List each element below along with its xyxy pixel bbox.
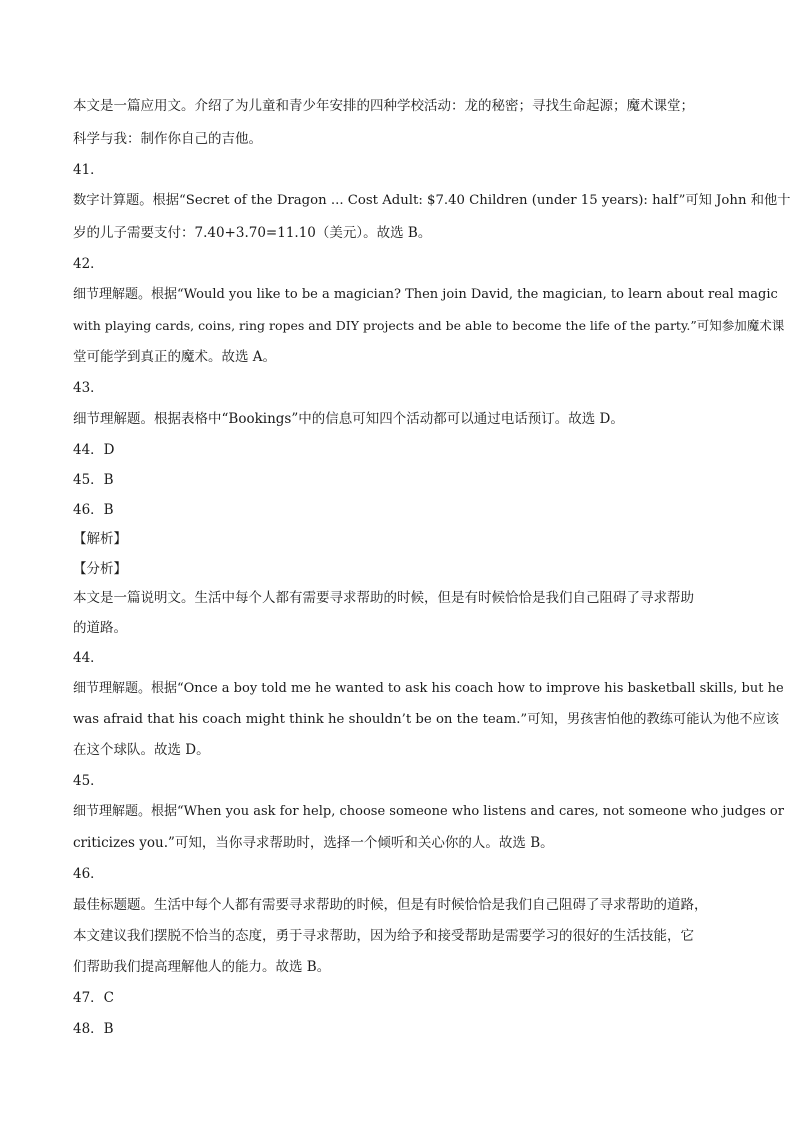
explanation-41-line-1: 数字计算题。根据“Secret of the Dragon ... Cost Adult: $7.40 Children (under 15 years): half”可知 John 和他十 — [73, 193, 791, 208]
answer-48: 48．B — [73, 1021, 114, 1037]
summary-line-1: 本文是一篇应用文。介绍了为儿童和青少年安排的四种学校活动：龙的秘密；寻找生命起源；魔术课堂； — [73, 98, 694, 114]
question-number-44: 44． — [73, 650, 104, 666]
section-heading-fenxi: 【分析】 — [73, 561, 127, 577]
explanation-46-line-2: 本文建议我们摆脱不恰当的态度，勇于寻求帮助，因为给予和接受帮助是需要学习的很好的生活技能，它 — [73, 928, 694, 944]
summary-2-line-2: 的道路。 — [73, 620, 127, 636]
explanation-42-line-2: with playing cards, coins, ring ropes and DIY projects and be able to become the life of the party.”可知参加魔术课 — [73, 318, 785, 333]
answer-44: 44．D — [73, 442, 115, 458]
explanation-44-line-3: 在这个球队。故选 D。 — [73, 742, 210, 758]
answer-45: 45．B — [73, 472, 114, 488]
question-number-43: 43． — [73, 380, 104, 396]
explanation-45-line-1: 细节理解题。根据“When you ask for help, choose someone who listens and cares, not someone who judges or — [73, 804, 784, 819]
question-number-42: 42． — [73, 256, 104, 272]
question-number-46: 46． — [73, 866, 104, 882]
question-number-41: 41． — [73, 162, 104, 178]
summary-2-line-1: 本文是一篇说明文。生活中每个人都有需要寻求帮助的时候，但是有时候恰恰是我们自己阻碍了寻求帮助 — [73, 590, 694, 606]
explanation-41-line-2: 岁的儿子需要支付：7.40+3.70=11.10（美元）。故选 B。 — [73, 225, 432, 241]
summary-line-2: 科学与我：制作你自己的吉他。 — [73, 131, 262, 147]
explanation-45-line-2: criticizes you.”可知，当你寻求帮助时，选择一个倾听和关心你的人。故选 B。 — [73, 835, 554, 851]
explanation-46-line-1: 最佳标题题。生活中每个人都有需要寻求帮助的时候，但是有时候恰恰是我们自己阻碍了寻求帮助的道路， — [73, 897, 708, 913]
explanation-44-line-2: was afraid that his coach might think he shouldn’t be on the team.”可知，男孩害怕他的教练可能认为他不应该 — [73, 712, 779, 727]
question-number-45: 45． — [73, 773, 104, 789]
explanation-46-line-3: 们帮助我们提高理解他人的能力。故选 B。 — [73, 959, 331, 975]
explanation-43-line-1: 细节理解题。根据表格中“Bookings”中的信息可知四个活动都可以通过电话预订。故选 D。 — [73, 411, 624, 427]
answer-47: 47．C — [73, 990, 115, 1006]
explanation-42-line-1: 细节理解题。根据“Would you like to be a magician? Then join David, the magician, to learn about real magic — [73, 287, 778, 302]
answer-46: 46．B — [73, 502, 114, 518]
section-heading-analysis: 【解析】 — [73, 531, 127, 547]
explanation-44-line-1: 细节理解题。根据“Once a boy told me he wanted to ask his coach how to improve his basketball skills, but he — [73, 681, 784, 696]
explanation-42-line-3: 堂可能学到真正的魔术。故选 A。 — [73, 349, 277, 365]
